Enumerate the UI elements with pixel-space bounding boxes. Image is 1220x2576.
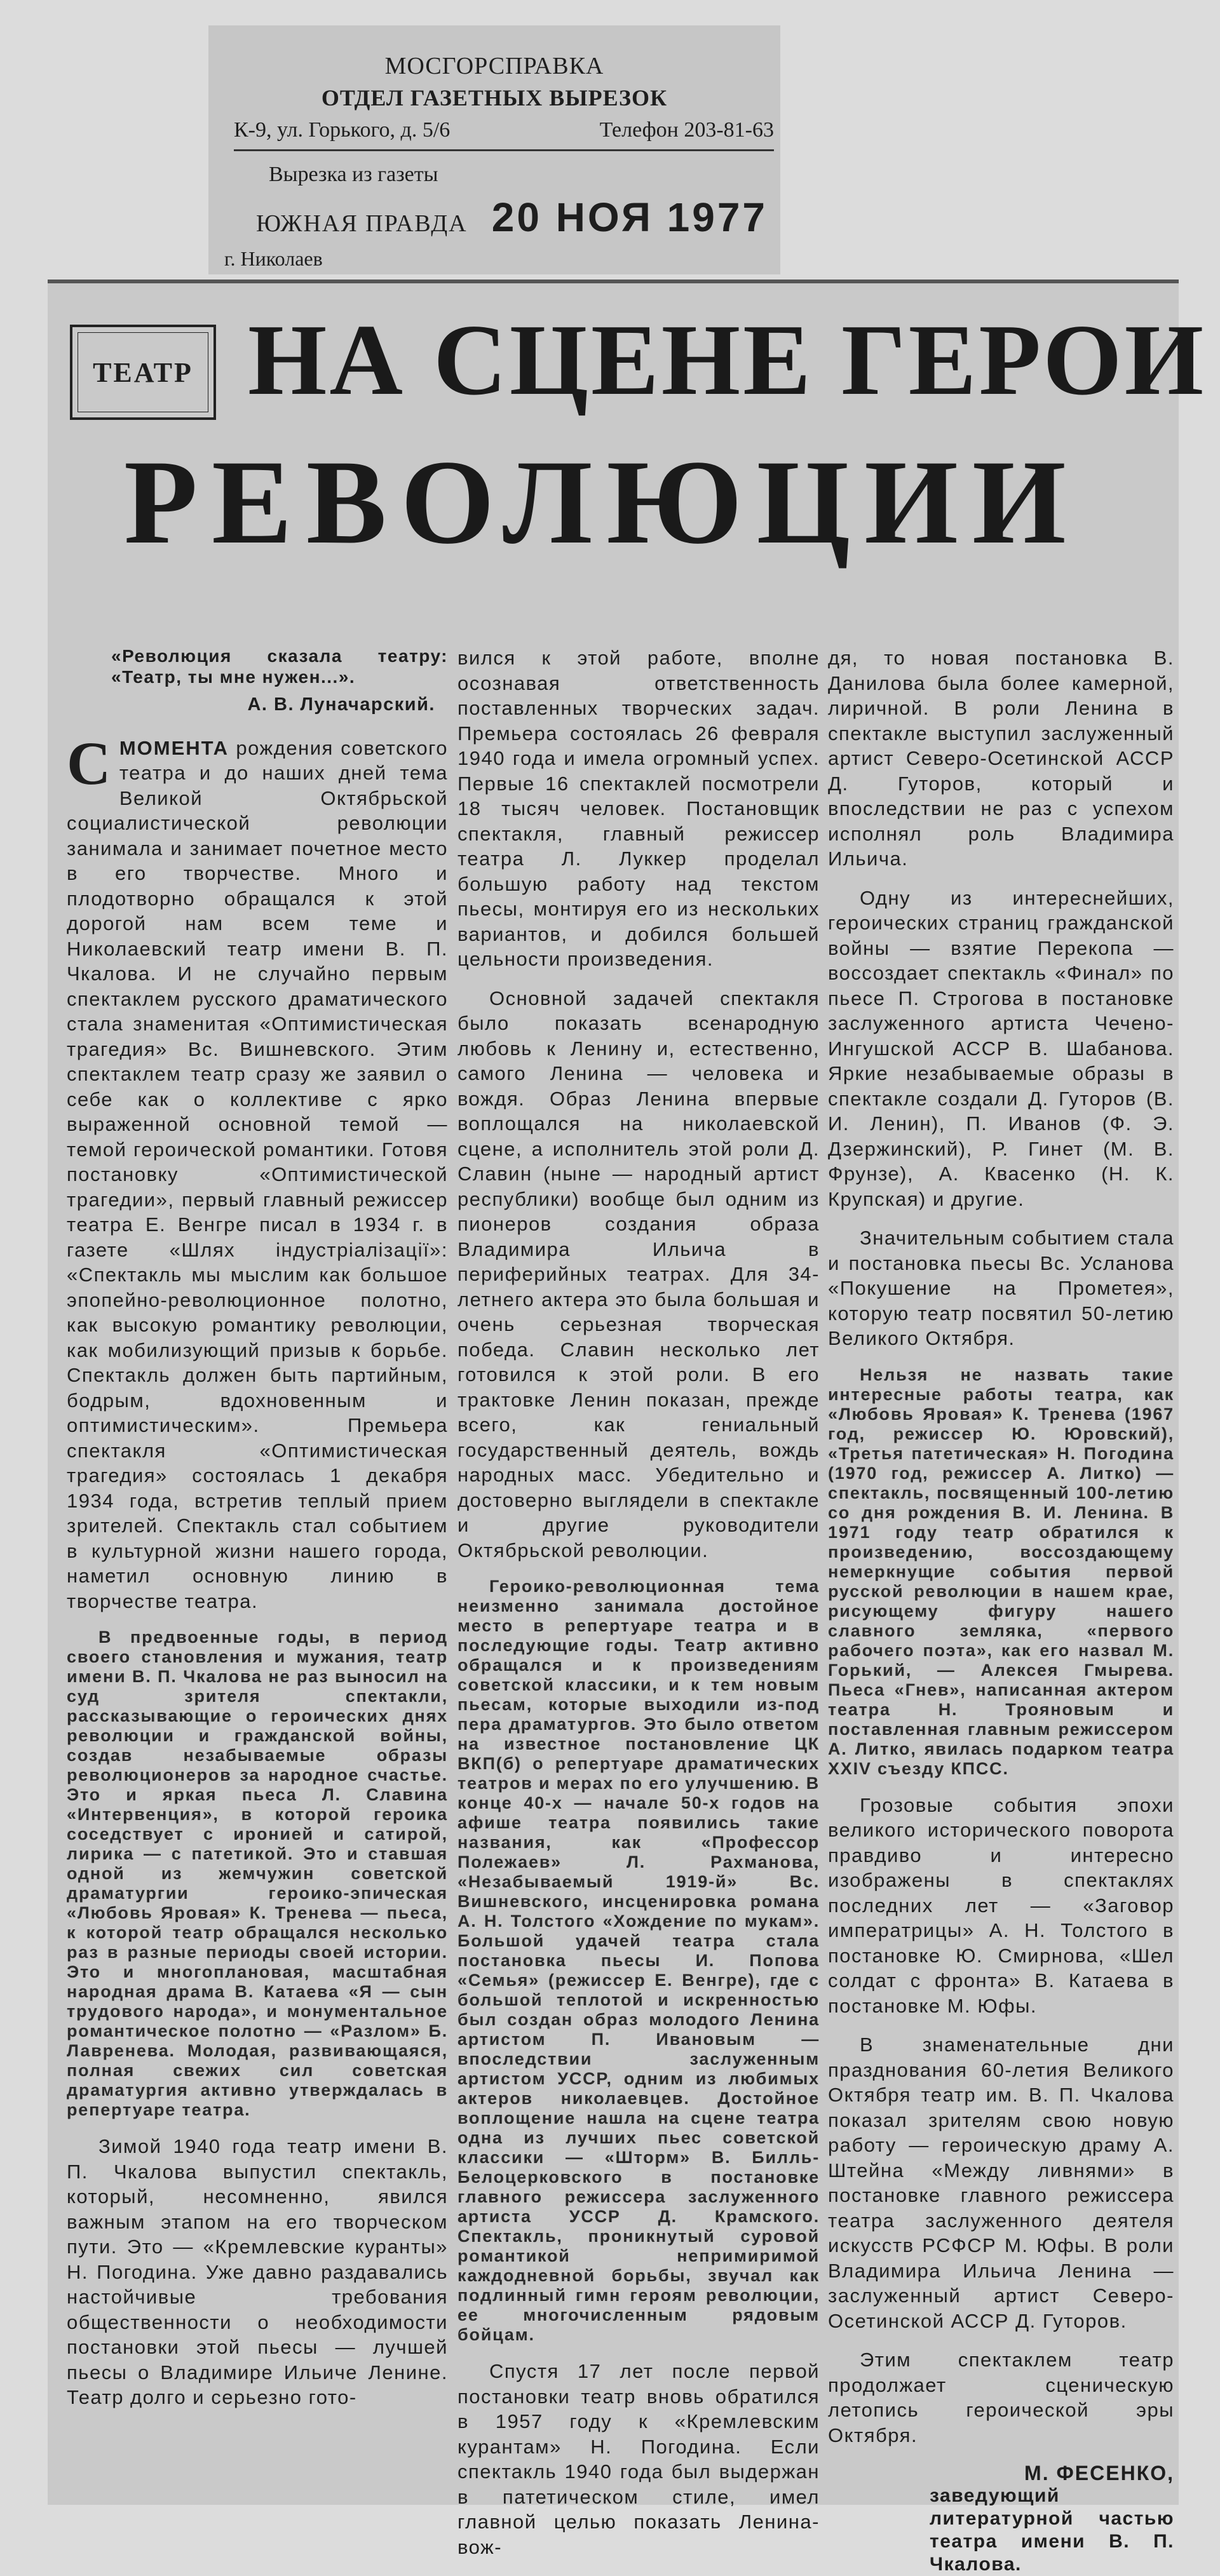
paragraph: Героико-революционная тема неизменно занимала достойное место в репертуаре театра и в последующие годы. Театр активно обращался и к произведениям советской классики, и к тем новым пьесам, которые выходили из-под пера драматургов. Это было ответом на известное постановление ЦК ВКП(б) о репертуаре драматических театров и мерах по его улучшению. В конце 40-х — начале 50-х годов на афише театра появились такие названия, как «Профессор Полежаев» Л. Рахманова, «Незабываемый 1919-й» Вс. Вишневского, инсценировка романа А. Н. Толстого «Хождение по мукам». Большой удачей театра стала постановка пьесы И. Попова «Семья» (режиссер Е. Венгре), где с большой теплотой и искренностью был создан образ молодого Ленина артистом П. Ивановым — впоследствии заслуженным артистом УССР, одним из любимых актеров николаевцев. Достойное воплощение нашла на сцене театра одна из лучших пьес советской классики — «Шторм» В. Билль-Белоцерковского в постановке главного режиссера заслуженного артиста УССР Д. Крамского. Спектакль, проникнутый суровой романтикой непримиримой каждодневной борьбы, звучал как подлинный гимн героям революции, ее многочисленным рядовым бойцам.: [458, 1577, 820, 2344]
bureau-phone: Телефон 203-81-63: [599, 118, 774, 142]
headline-line-2: РЕВОЛЮЦИИ: [124, 436, 1080, 569]
bureau-department: ОТДЕЛ ГАЗЕТНЫХ ВЫРЕЗОК: [321, 85, 668, 111]
bureau-address: К-9, ул. Горького, д. 5/6: [234, 118, 451, 142]
author-role: заведующий литературной частью театра имени В. П. Чкалова.: [930, 2485, 1174, 2575]
headline-line-1: НА СЦЕНЕ ГЕРОИ: [248, 303, 1207, 416]
lead-word: МОМЕНТА: [119, 736, 229, 759]
newspaper-clipping: [48, 280, 1207, 2575]
epigraph-author: А. В. Луначарский.: [247, 694, 435, 715]
date-stamp: 20 НОЯ 1977: [491, 194, 768, 240]
newspaper-city: г. Николаев: [224, 247, 323, 270]
paragraph: вился к этой работе, вполне осознавая ответственность поставленных творческих задач. Премьера состоялась 26 февраля 1940 года и имела огромный успех. Первые 16 спектаклей посмотрели 18 тысяч человек. Постановщик спектакля, главный режиссер театра Л. Луккер проделал большую работу над текстом пьесы, монтируя его из нескольких вариантов, и добился большей цельности произведения.: [458, 647, 820, 970]
paragraph: Грозовые события эпохи великого исторического поворота правдиво и интересно изображены в спектаклях последних лет — «Заговор императрицы» А. Н. Толстого в постановке Ю. Смирнова, «Шел солдат с фронта» В. Катаева в постановке М. Юфы.: [828, 1793, 1174, 2017]
epigraph: «Революция сказала театру: «Театр, ты мне нужен...».: [111, 646, 448, 687]
paragraph: Спустя 17 лет после первой постановки театр вновь обратился в 1957 году к «Кремлевским курантам» Н. Погодина. Если спектакль 1940 года был выдержан в патетическом стиле, имел главной целью показать Ленина-вож-: [458, 2360, 820, 2558]
article-column-2: [458, 645, 820, 2573]
paragraph: В предвоенные годы, в период своего становления и мужания, театр имени В. П. Чкалова не раз выносил на суд зрителя спектакли, рассказывающие о героических днях революции и гражданской войны, создав незабываемые образы революционеров за народное счастье. Это и яркая пьеса Л. Славина «Интервенция», в которой героика соседствует с иронией и сатирой, лирика — с патетикой. Это и ставшая одной из жемчужин советской драматургии героико-эпическая «Любовь Яровая» К. Тренева — пьеса, к которой театр обращался несколько раз в разные периоды своей истории. Это и многоплановая, масштабная народная драма В. Катаева «Я — сын трудового народа», и монументальное романтическое полотно — «Разлом» Б. Лавренева. Молодая, развивающаяся, полная свежих сил советская драматургия активно утверждалась в репертуаре театра.: [67, 1628, 448, 2119]
paragraph: Зимой 1940 года театр имени В. П. Чкалова выпустил спектакль, который, несомненно, явился важным этапом на его творческом пути. Это — «Кремлевские куранты» Н. Погодина. Уже давно раздавались настойчивые требования общественности о необходимости постановки этой пьесы — лучшей пьесы о Владимире Ильиче Ленине. Театр долго и серьезно гото-: [67, 2135, 448, 2408]
paragraph-text: рождения советского театра и до наших дней тема Великой Октябрьской социалистической революции занимала и занимает почетное место в его творчестве. Много и плодотворно обращался к этой дорогой нам всем теме и Николаевский театр имени В. П. Чкалова. И не случайно первым спектаклем русского драматического стала знаменитая «Оптимистическая трагедия» Вс. Вишневского. Этим спектаклем театр сразу же заявил о себе как о коллективе с ярко выраженной основной темой — темой героической романтики. Готовя постановку «Оптимистической трагедии», первый главный режиссер театра Е. Венгре писал в 1934 г. в газете «Шлях індустріалізації»: «Спектакль мы мыслим как большое эпопейно-революционное полотно, как высокую романтику революции, как мобилизующий призыв к борьбе. Спектакль должен быть партийным, бодрым, вдохновенным и оптимистическим». Премьера спектакля «Оптимистическая трагедия» состоялась 1 декабря 1934 года, встретив теплый прием зрителей. Спектакль стал событием в культурной жизни нашего города, наметил основную линию в творчестве театра.: [67, 736, 448, 1612]
divider: [234, 149, 774, 151]
paragraph: [67, 729, 448, 1614]
clipping-label: Вырезка из газеты: [269, 163, 438, 186]
paragraph: дя, то новая постановка В. Данилова была более камерной, лиричной. В роли Ленина в спектакле выступил заслуженный артист Северо-Осетинской АССР Д. Гуторов, который и впоследствии не раз с успехом исполнял роль Владимира Ильича.: [828, 647, 1174, 870]
paragraph: В знаменательные дни празднования 60-летия Великого Октября театр им. В. П. Чкалова показал зрителям свою новую работу — героическую драму А. Штейна «Между ливнями» в постановке главного режиссера театра заслуженного деятеля искусств РСФСР М. Юфы. В роли Владимира Ильича Ленина — заслуженный артист Северо-Осетинской АССР Д. Гуторов.: [828, 2033, 1174, 2332]
rubric-label: ТЕАТР: [70, 325, 216, 420]
clipping-bureau-stamp: [208, 25, 780, 274]
author-name: М. ФЕСЕНКО,: [1024, 2462, 1174, 2485]
paragraph: Одну из интереснейших, героических страниц гражданской войны — взятие Перекопа — воссоздает спектакль «Финал» по пьесе П. Строгова в постановке заслуженного артиста Чечено-Ингушской АССР В. Шабанова. Яркие незабываемые образы в спектакле создали Д. Гуторов (В. И. Ленин), П. Иванов (Ф. Э. Дзержинский), Р. Гинет (М. В. Фрунзе), А. Квасенко (Н. К. Крупская) и другие.: [828, 886, 1174, 1210]
article-column-3: [828, 645, 1174, 2576]
paragraph: Основной задачей спектакля было показать всенародную любовь к Ленину и, естественно, самого Ленина — человека и вождя. Образ Ленина впервые воплощался на николаевской сцене, а исполнитель этой роли Д. Славин (ныне — народный артист республики) вообще был одним из пионеров создания образа Владимира Ильича в периферийных театрах. Для 34-летнего актера это была большая и очень серьезная творческая победа. Славин несколько лет готовился к этой роли. В его трактовке Ленин показан, прежде всего, как гениальный государственный деятель, вождь народных масс. Убедительно и достоверно выглядели в спектакле и другие руководители Октябрьской революции.: [458, 987, 820, 1561]
author-signature: [828, 2462, 1174, 2576]
paragraph: Нельзя не назвать такие интересные работы театра, как «Любовь Яровая» К. Тренева (1967 год, режиссер Ю. Юровский), «Третья патетическая» Н. Погодина (1970 год, режиссер А. Литко) — спектакль, посвященный 100-летию со дня рождения В. И. Ленина. В 1971 году театр обратился к произведению, воссоздающему немеркнущие события первой русской революции в нашем крае, рисующему фигуру нашего славного земляка, «первого рабочего поэта», как его назвал М. Горький, — Алексея Гмырева. Пьеса «Гнев», написанная актером театра Н. Трояновым и поставленная главным режиссером А. Литко, явилась подарком театра XXIV съезду КПСС.: [828, 1365, 1174, 1778]
drop-cap: С: [67, 729, 112, 797]
article-column-1: [67, 645, 448, 2424]
paragraph: Этим спектаклем театр продолжает сценическую летопись героической эры Октября.: [828, 2349, 1174, 2446]
paragraph: Значительным событием стала и постановка пьесы Вс. Усланова «Покушение на Прометея», которую театр посвятил 50-летию Великого Октября.: [828, 1227, 1174, 1349]
newspaper-name: ЮЖНАЯ ПРАВДА: [256, 210, 468, 237]
bureau-name: МОСГОРСПРАВКА: [384, 53, 604, 79]
